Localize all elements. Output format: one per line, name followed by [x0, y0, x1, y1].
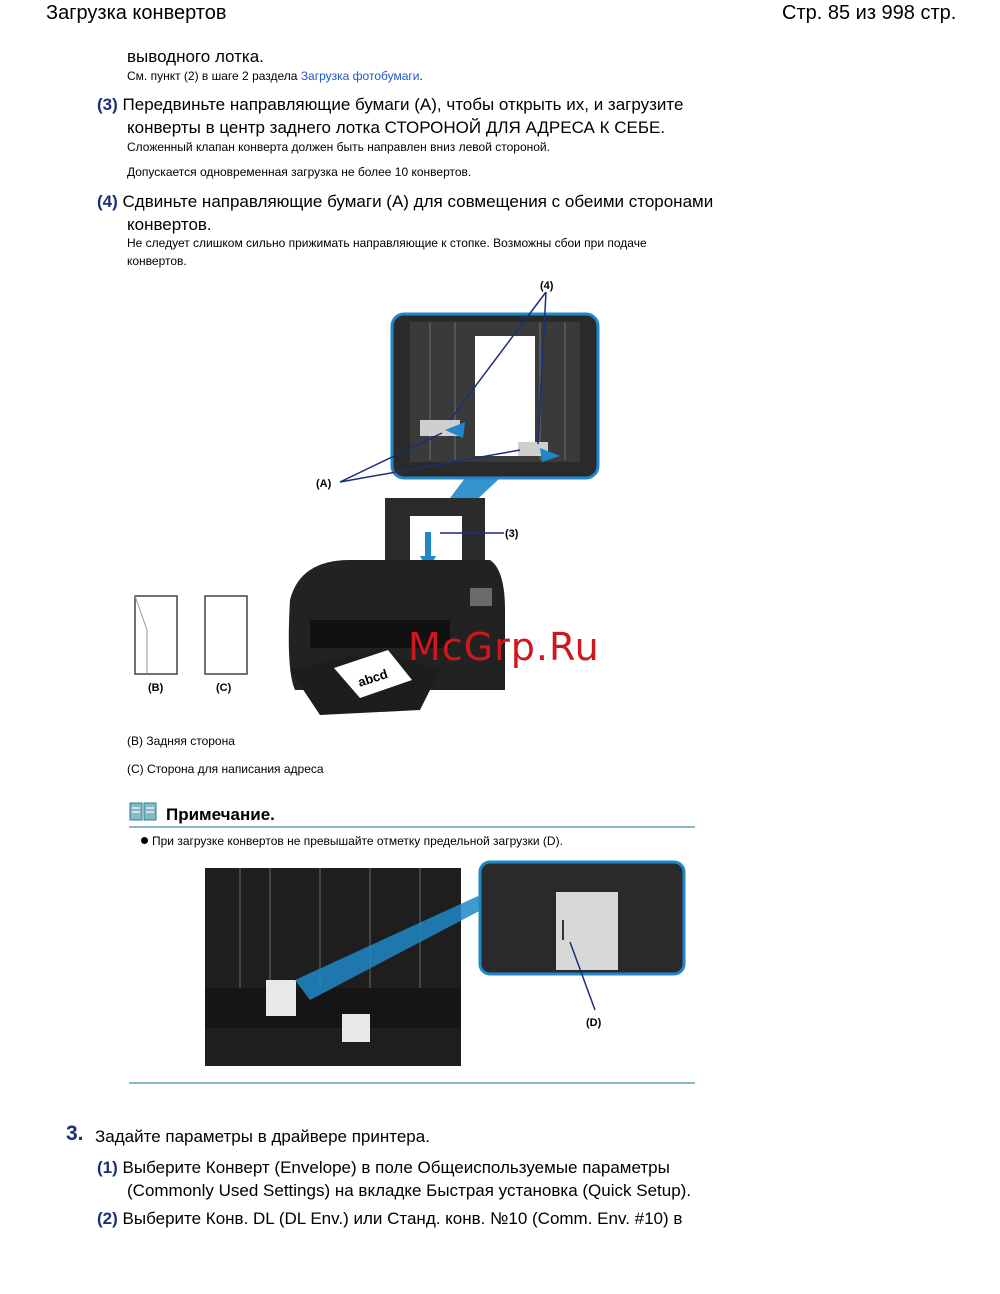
paper-text: abcd — [356, 666, 390, 690]
book-icon — [129, 801, 157, 823]
envelope-back-side — [135, 596, 177, 674]
section-3-item-2 — [97, 1207, 797, 1230]
page-counter: Стр. 85 из 998 стр. — [782, 2, 957, 24]
envelope-address-side — [205, 596, 247, 674]
note-top-rule — [129, 826, 695, 828]
step-3-line2: конверты в центр заднего лотка СТОРОНОЙ ДЛЯ АДРЕСА К СЕБЕ. — [127, 118, 666, 137]
paper-guide-right — [342, 1014, 370, 1042]
note-title: Примечание. — [166, 805, 275, 824]
step-4-note1: Не следует слишком сильно прижимать направляющие к стопке. Возможны сбои при подаче — [127, 236, 647, 250]
intro-reference — [127, 67, 423, 85]
caption-b: (B) Задняя сторона — [127, 734, 235, 748]
item-2-number: (2) — [97, 1209, 118, 1228]
section-3-title: Задайте параметры в драйвере принтера. — [95, 1127, 430, 1146]
step-4-number: (4) — [97, 192, 118, 211]
step-3-number: (3) — [97, 95, 118, 114]
step-4-line1: Сдвиньте направляющие бумаги (A) для совмещения с обеими сторонами — [122, 192, 714, 211]
step-3-note1: Сложенный клапан конверта должен быть направлен вниз левой стороной. — [127, 140, 550, 154]
watermark: McGrp.Ru — [408, 625, 600, 669]
item-1-line2: (Commonly Used Settings) на вкладке Быстрая установка (Quick Setup). — [127, 1181, 692, 1200]
bullet-dot — [141, 837, 148, 844]
step-4 — [97, 190, 797, 213]
section-3-item-1 — [97, 1156, 797, 1179]
label-c: (C) — [216, 682, 232, 694]
step-4-line2: конвертов. — [127, 215, 212, 234]
intro-line: выводного лотка. — [127, 47, 264, 66]
caption-c: (C) Сторона для написания адреса — [127, 762, 324, 776]
item-2-line1: Выберите Конв. DL (DL Env.) или Станд. конв. №10 (Comm. Env. #10) в — [122, 1209, 683, 1228]
label-a: (A) — [316, 478, 332, 490]
note-bottom-rule — [129, 1082, 695, 1084]
photo-paper-link[interactable]: Загрузка фотобумаги — [300, 69, 420, 83]
reference-suffix: . — [419, 69, 423, 83]
reference-prefix: См. пункт (2) в шаге 2 раздела — [127, 69, 298, 83]
label-3: (3) — [505, 528, 519, 540]
item-1-line1: Выберите Конверт (Envelope) в поле Общеиспользуемые параметры — [122, 1158, 670, 1177]
section-3-number: 3. — [66, 1122, 84, 1145]
note-bullet-item — [141, 832, 563, 850]
label-4: (4) — [540, 280, 554, 292]
note-bullet-text: При загрузке конвертов не превышайте отметку предельной загрузки (D). — [152, 834, 563, 848]
step-3-note2: Допускается одновременная загрузка не более 10 конвертов. — [127, 165, 472, 179]
label-d: (D) — [586, 1017, 602, 1029]
label-b: (B) — [148, 682, 164, 694]
step-3-line1: Передвиньте направляющие бумаги (A), чтобы открыть их, и загрузите — [122, 95, 684, 114]
load-limit-figure — [200, 858, 690, 1070]
item-1-number: (1) — [97, 1158, 118, 1177]
zoom-callout — [392, 314, 598, 478]
step-3 — [97, 93, 797, 116]
step-4-note2: конвертов. — [127, 254, 187, 268]
paper-guide-left — [266, 980, 296, 1016]
page-title: Загрузка конвертов — [46, 2, 227, 24]
printer-body — [289, 498, 505, 715]
